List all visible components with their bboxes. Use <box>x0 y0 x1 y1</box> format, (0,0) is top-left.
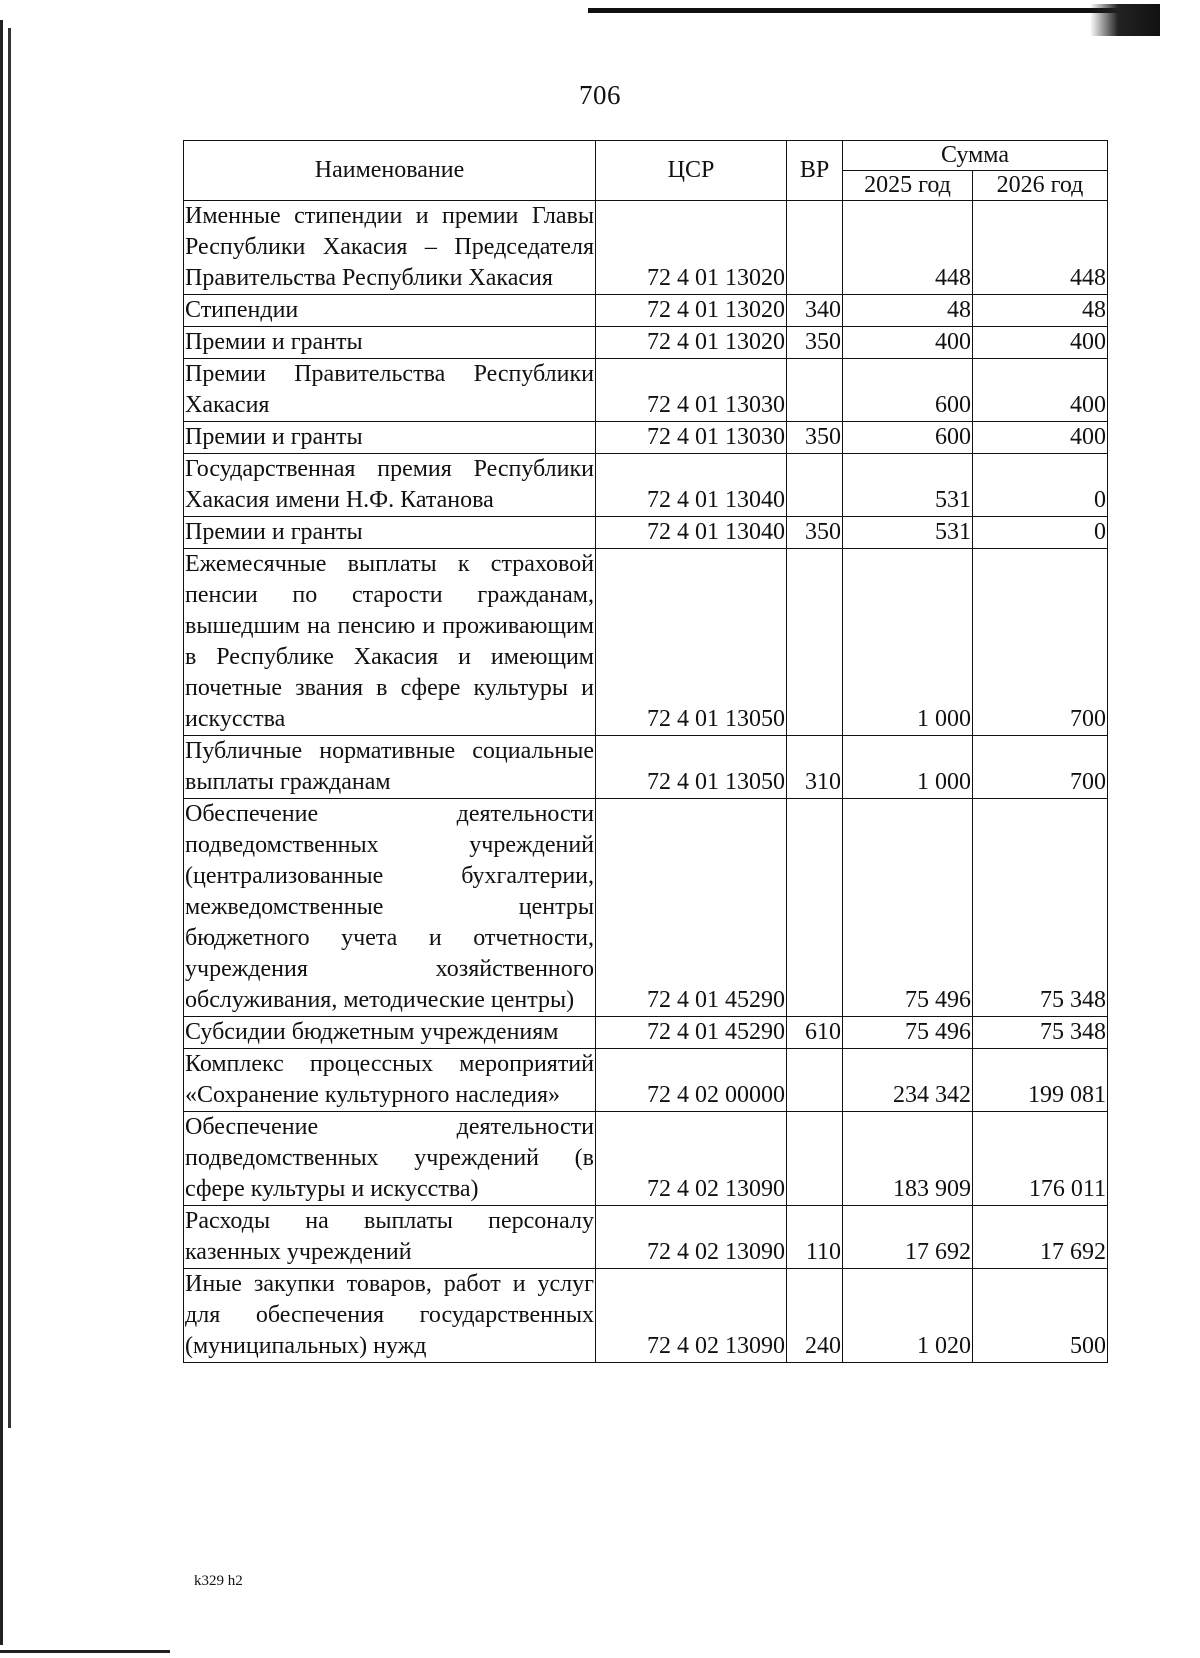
row-csr: 72 4 01 13020 <box>596 327 787 359</box>
row-csr: 72 4 02 00000 <box>596 1049 787 1112</box>
row-vr: 310 <box>787 736 843 799</box>
row-csr: 72 4 02 13090 <box>596 1112 787 1206</box>
row-sum-2026: 448 <box>973 201 1108 295</box>
header-name: Наименование <box>184 141 596 201</box>
row-sum-2026: 75 348 <box>973 1017 1108 1049</box>
header-year-2025: 2025 год <box>843 171 973 201</box>
row-vr <box>787 1112 843 1206</box>
row-sum-2026: 700 <box>973 736 1108 799</box>
row-sum-2025: 75 496 <box>843 1017 973 1049</box>
row-name: Иные закупки товаров, работ и услуг для обеспечения государственных (муниципальных) нужд <box>184 1269 596 1363</box>
table-row <box>184 549 1108 736</box>
row-sum-2025: 75 496 <box>843 799 973 1017</box>
row-vr <box>787 201 843 295</box>
table-row <box>184 201 1108 295</box>
row-csr: 72 4 01 13050 <box>596 549 787 736</box>
row-sum-2025: 400 <box>843 327 973 359</box>
header-year-2026: 2026 год <box>973 171 1108 201</box>
table-row <box>184 1017 1108 1049</box>
row-csr: 72 4 01 13030 <box>596 422 787 454</box>
table-row <box>184 1206 1108 1269</box>
row-sum-2026: 176 011 <box>973 1112 1108 1206</box>
table-row <box>184 1269 1108 1363</box>
row-vr: 610 <box>787 1017 843 1049</box>
row-sum-2025: 234 342 <box>843 1049 973 1112</box>
row-name: Ежемесячные выплаты к страховой пенсии по старости гражданам, вышедшим на пенсию и проживающим в Республике Хакасия и имеющим почетные звания в сфере культуры и искусства <box>184 549 596 736</box>
row-sum-2026: 199 081 <box>973 1049 1108 1112</box>
row-name: Именные стипендии и премии Главы Республики Хакасия – Председателя Правительства Республики Хакасия <box>184 201 596 295</box>
table-row <box>184 454 1108 517</box>
row-vr: 350 <box>787 327 843 359</box>
row-vr: 110 <box>787 1206 843 1269</box>
table-row <box>184 295 1108 327</box>
row-name: Субсидии бюджетным учреждениям <box>184 1017 596 1049</box>
row-sum-2026: 17 692 <box>973 1206 1108 1269</box>
row-vr <box>787 359 843 422</box>
row-vr <box>787 454 843 517</box>
row-csr: 72 4 01 45290 <box>596 1017 787 1049</box>
header-sum: Сумма <box>843 141 1108 171</box>
footer-code: k329 h2 <box>194 1573 243 1589</box>
row-sum-2026: 700 <box>973 549 1108 736</box>
row-sum-2025: 448 <box>843 201 973 295</box>
table-row <box>184 799 1108 1017</box>
row-sum-2025: 600 <box>843 359 973 422</box>
row-name: Премии и гранты <box>184 327 596 359</box>
header-csr: ЦСР <box>596 141 787 201</box>
row-csr: 72 4 01 13040 <box>596 517 787 549</box>
table-row <box>184 422 1108 454</box>
row-name: Комплекс процессных мероприятий «Сохранение культурного наследия» <box>184 1049 596 1112</box>
row-csr: 72 4 01 13020 <box>596 295 787 327</box>
scan-artifact-bottom-line <box>0 1650 170 1653</box>
row-vr: 340 <box>787 295 843 327</box>
row-sum-2026: 400 <box>973 422 1108 454</box>
row-name: Премии и гранты <box>184 517 596 549</box>
row-name: Премии и гранты <box>184 422 596 454</box>
row-name: Государственная премия Республики Хакасия имени Н.Ф. Катанова <box>184 454 596 517</box>
table-row <box>184 1112 1108 1206</box>
scan-artifact-left-edge-inner <box>8 28 17 1428</box>
row-csr: 72 4 02 13090 <box>596 1206 787 1269</box>
row-sum-2025: 600 <box>843 422 973 454</box>
row-csr: 72 4 01 13050 <box>596 736 787 799</box>
row-sum-2026: 400 <box>973 359 1108 422</box>
row-sum-2025: 183 909 <box>843 1112 973 1206</box>
row-csr: 72 4 01 45290 <box>596 799 787 1017</box>
row-sum-2026: 0 <box>973 517 1108 549</box>
row-vr: 240 <box>787 1269 843 1363</box>
page-number: 706 <box>579 80 621 110</box>
row-sum-2025: 531 <box>843 454 973 517</box>
row-sum-2025: 17 692 <box>843 1206 973 1269</box>
table-header <box>184 141 1108 201</box>
row-name: Обеспечение деятельности подведомственных учреждений (в сфере культуры и искусства) <box>184 1112 596 1206</box>
row-sum-2026: 500 <box>973 1269 1108 1363</box>
row-sum-2025: 531 <box>843 517 973 549</box>
row-name: Премии Правительства Республики Хакасия <box>184 359 596 422</box>
table-row <box>184 517 1108 549</box>
row-name: Стипендии <box>184 295 596 327</box>
table-row <box>184 359 1108 422</box>
row-vr: 350 <box>787 422 843 454</box>
row-name: Обеспечение деятельности подведомственных учреждений (централизованные бухгалтерии, межведомственные центры бюджетного учета и отчетности, учреждения хозяйственного обслуживания, методические центры) <box>184 799 596 1017</box>
row-vr <box>787 1049 843 1112</box>
row-name: Расходы на выплаты персоналу казенных учреждений <box>184 1206 596 1269</box>
row-vr: 350 <box>787 517 843 549</box>
row-sum-2026: 0 <box>973 454 1108 517</box>
row-vr <box>787 799 843 1017</box>
row-sum-2025: 1 000 <box>843 736 973 799</box>
row-csr: 72 4 01 13040 <box>596 454 787 517</box>
header-vr: ВР <box>787 141 843 201</box>
scan-artifact-top-line <box>588 8 1148 13</box>
scan-artifact-top-corner <box>1090 4 1160 36</box>
row-sum-2026: 75 348 <box>973 799 1108 1017</box>
row-sum-2025: 1 020 <box>843 1269 973 1363</box>
budget-table <box>183 140 1108 1363</box>
table-body <box>184 201 1108 1363</box>
row-csr: 72 4 02 13090 <box>596 1269 787 1363</box>
table-row <box>184 736 1108 799</box>
table-row <box>184 1049 1108 1112</box>
row-sum-2026: 400 <box>973 327 1108 359</box>
row-sum-2025: 1 000 <box>843 549 973 736</box>
row-name: Публичные нормативные социальные выплаты гражданам <box>184 736 596 799</box>
table-row <box>184 327 1108 359</box>
row-sum-2026: 48 <box>973 295 1108 327</box>
row-csr: 72 4 01 13020 <box>596 201 787 295</box>
row-vr <box>787 549 843 736</box>
row-sum-2025: 48 <box>843 295 973 327</box>
row-csr: 72 4 01 13030 <box>596 359 787 422</box>
